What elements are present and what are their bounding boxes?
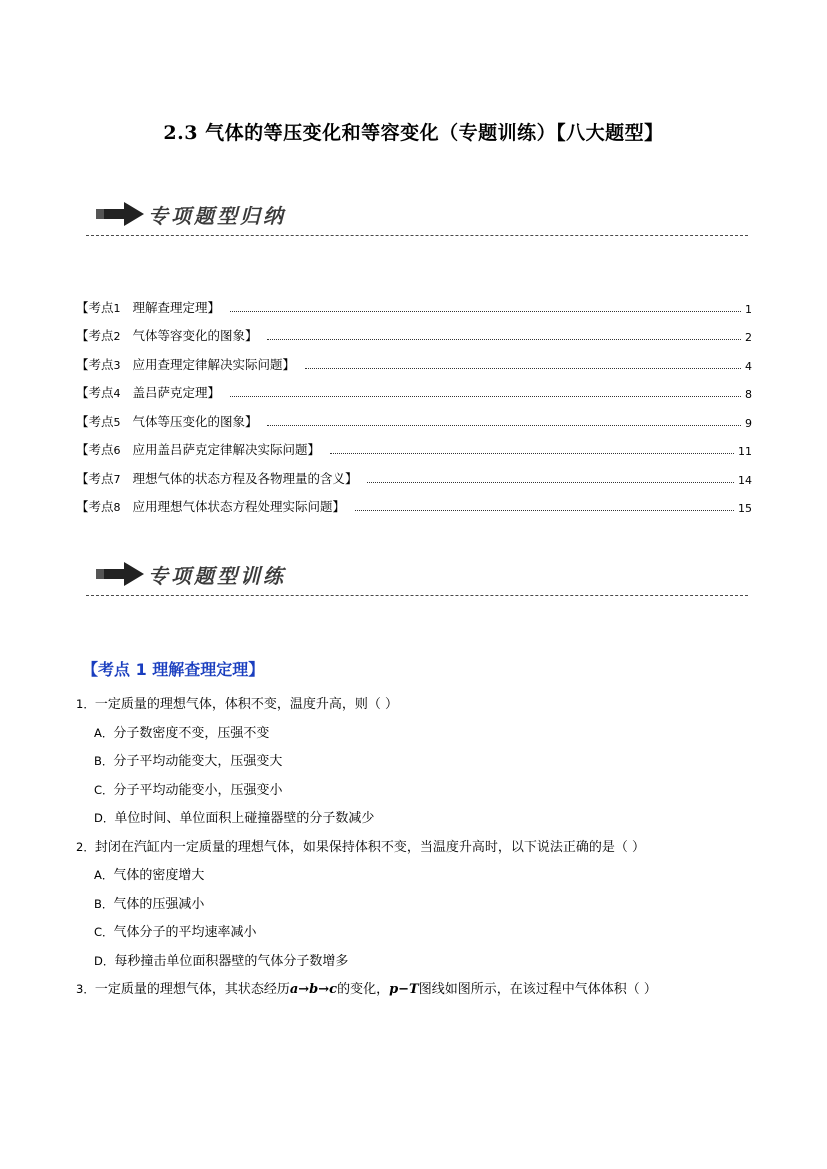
toc-item[interactable]: 【考点8 应用理想气体状态方程处理实际问题】 15 [76,499,752,515]
document-title: 2.3 气体的等压变化和等容变化（专题训练）【八大题型】 [163,122,664,144]
answer-option[interactable]: B．分子平均动能变大，压强变大 [94,754,283,769]
summary-banner [86,196,748,236]
arrow-icon [94,200,146,228]
question-stem: 1．一定质量的理想气体，体积不变，温度升高，则（ ） [76,697,398,712]
question-stem: 2．封闭在汽缸内一定质量的理想气体，如果保持体积不变，当温度升高时，以下说法正确的是（ ） [76,839,645,855]
divider [86,595,748,596]
answer-option[interactable]: C．分子平均动能变小，压强变小 [94,782,283,798]
section-heading: 【考点 1 理解查理定理】 [82,660,265,679]
toc-page-number: 1 [745,302,752,316]
toc-item[interactable]: 【考点6 应用盖吕萨克定律解决实际问题】 11 [76,442,752,458]
toc-page-number: 8 [745,388,752,401]
answer-option[interactable]: B．气体的压强减小 [94,896,205,912]
toc-item[interactable]: 【考点1 理解查理定理】 1 [76,299,752,316]
toc-item[interactable]: 【考点7 理想气体的状态方程及各物理量的含义】 14 [76,470,752,487]
question-list [76,690,766,1004]
answer-option[interactable]: A．气体的密度增大 [94,868,205,883]
toc-page-number: 15 [738,502,752,515]
toc-page-number: 2 [745,331,752,344]
answer-option[interactable]: D．每秒撞击单位面积器壁的气体分子数增多 [94,953,349,969]
toc-page-number: 4 [745,359,752,373]
toc-page-number: 14 [738,473,752,487]
toc-item[interactable]: 【考点3 应用查理定律解决实际问题】 4 [76,356,752,373]
math-expression: p−T [389,982,419,997]
question-stem: 3．一定质量的理想气体，其状态经历a→b→c的变化，p−T图线如图所示，在该过程中气体体积（ ） [76,982,657,997]
training-banner [86,556,748,596]
toc-item[interactable]: 【考点2 气体等容变化的图象】 2 [76,328,752,344]
table-of-contents [76,287,752,515]
summary-banner-label: 专项题型归纳 [148,204,286,228]
math-expression: a→b→c [289,982,338,997]
toc-page-number: 9 [745,416,752,430]
toc-item[interactable]: 【考点4 盖吕萨克定理】 8 [76,385,752,401]
answer-option[interactable]: D．单位时间、单位面积上碰撞器壁的分子数减少 [94,811,375,826]
divider [86,235,748,236]
toc-item[interactable]: 【考点5 气体等压变化的图象】 9 [76,413,752,430]
toc-page-number: 11 [738,445,752,458]
arrow-icon [94,560,146,588]
answer-option[interactable]: A．分子数密度不变，压强不变 [94,725,270,741]
answer-option[interactable]: C．气体分子的平均速率减小 [94,925,257,940]
training-banner-label: 专项题型训练 [148,564,286,588]
